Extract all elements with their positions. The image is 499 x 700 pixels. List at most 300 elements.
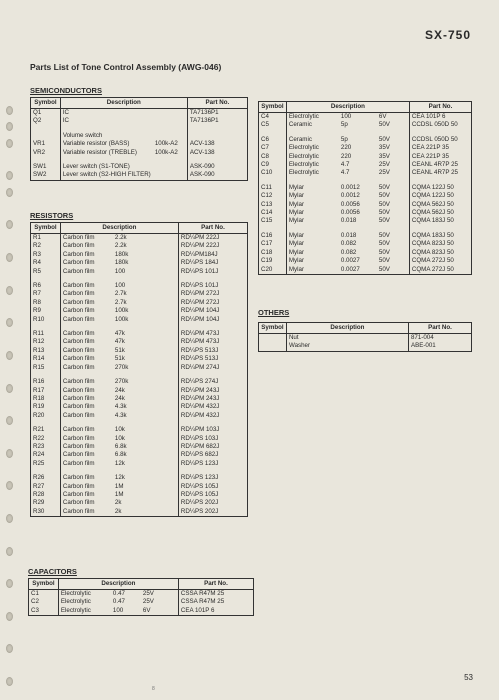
table-row [259, 144, 472, 152]
value-cell: 0.0056 [340, 200, 360, 208]
symbol-cell: C13 [261, 200, 273, 208]
part-number-cell: CQMA 183J 50 [411, 231, 454, 239]
part-number-cell: RD¼PS 202J [180, 499, 219, 507]
value-cell: 4.3k [114, 411, 127, 419]
symbol-cell: C6 [261, 135, 269, 143]
voltage-cell: 35V [378, 144, 390, 152]
value-cell: 2k [114, 499, 122, 507]
part-number-cell: RD¼PS 184J [180, 259, 219, 267]
type-cell: Electrolytic [60, 598, 91, 606]
type-cell: Carbon film [62, 298, 95, 306]
description-cell: Variable resistor (BASS) [62, 140, 130, 148]
symbol-cell: VR2 [33, 148, 46, 156]
part-number-cell: ACV-138 [189, 140, 215, 148]
part-number-cell: CQMA 823J 50 [411, 240, 454, 248]
symbol-cell: C14 [261, 209, 273, 217]
part-number-cell: RD¼PS 105J [180, 482, 219, 490]
type-cell: Mylar [288, 248, 305, 256]
type-cell: Carbon film [62, 426, 95, 434]
type-cell: Electrolytic [288, 161, 319, 169]
part-number-cell: RD¼PS 123J [180, 459, 219, 467]
table-row [31, 435, 248, 443]
col-description: Description [60, 223, 178, 234]
type-cell: Carbon film [62, 307, 95, 315]
table-row [31, 282, 248, 290]
type-cell: Carbon film [62, 459, 95, 467]
value-cell: 100k [114, 307, 129, 315]
voltage-cell: 25V [142, 590, 154, 597]
value-cell: 2.2k [114, 242, 127, 250]
symbol-cell: R26 [33, 474, 45, 482]
part-number-cell: RD¼PS 101J [180, 267, 219, 275]
description-cell: Lever switch (S1-TONE) [62, 163, 130, 171]
type-cell: Mylar [288, 200, 305, 208]
symbol-cell: R24 [33, 451, 45, 459]
part-number-cell: RD¼PS 513J [180, 346, 219, 354]
others-table [258, 322, 472, 352]
part-number-cell: RD¼PM 432J [180, 403, 220, 411]
col-description: Description [286, 102, 409, 113]
symbol-cell: R4 [33, 259, 41, 267]
type-cell: Carbon film [62, 451, 95, 459]
table-row [31, 364, 248, 372]
value-cell: 0.018 [340, 231, 357, 239]
type-cell: Carbon film [62, 442, 95, 450]
part-number-cell: CCDSL 050D 50 [411, 135, 458, 143]
part-number-cell: RD¼PS 202J [180, 507, 219, 515]
part-number-cell: CSSA R47M 25 [180, 590, 225, 597]
voltage-cell: 50V [378, 265, 390, 273]
type-cell: Ceramic [288, 135, 312, 143]
voltage-cell: 50V [378, 192, 390, 200]
part-number-cell: CEA 221P 35 [411, 152, 449, 160]
table-row [31, 338, 248, 346]
part-number-cell: CQMA 122J 50 [411, 183, 454, 191]
value-cell: 1M [114, 490, 124, 498]
value-cell: 24k [114, 394, 125, 402]
symbol-cell: R21 [33, 426, 45, 434]
type-cell: Carbon film [62, 242, 95, 250]
part-number-cell: 871-004 [410, 334, 434, 341]
symbol-cell: R8 [33, 298, 41, 306]
value-cell [155, 171, 185, 179]
value-cell: 4.3k [114, 403, 127, 411]
part-number-cell: RD¼PM 222J [180, 242, 220, 250]
symbol-cell: R1 [33, 234, 41, 241]
semiconductors-table [30, 97, 248, 181]
part-number-cell: RD¼PM184J [180, 250, 218, 258]
value-cell: 47k [114, 338, 125, 346]
value-cell: 10k [114, 434, 125, 442]
part-number-cell: RD¼PM 104J [180, 307, 220, 315]
type-cell: Carbon film [62, 259, 95, 267]
symbol-cell: R17 [33, 386, 45, 394]
part-number-cell: RD¼PS 103J [180, 434, 219, 442]
value-cell: 6.8k [114, 451, 127, 459]
table-row [31, 426, 248, 434]
table-row [259, 249, 472, 257]
table-row [31, 491, 248, 499]
capacitors-right-table [258, 101, 472, 275]
type-cell: Carbon film [62, 346, 95, 354]
table-row [259, 342, 472, 351]
col-symbol: Symbol [29, 579, 59, 590]
part-number-cell: CCDSL 050D 50 [411, 121, 458, 129]
col-symbol: Symbol [259, 102, 287, 113]
table-row [259, 209, 472, 217]
value-cell: 180k [114, 250, 129, 258]
symbol-cell: C7 [261, 144, 269, 152]
part-number-cell: CEANL 4R7P 25 [411, 161, 458, 169]
type-cell: Electrolytic [60, 590, 91, 597]
part-number-cell: CEA 101P 6 [411, 113, 446, 120]
table-row [259, 113, 472, 122]
symbol-cell: R10 [33, 315, 45, 323]
value-cell: 0.0056 [340, 209, 360, 217]
value-cell: 2.2k [114, 234, 127, 241]
type-cell: Carbon film [62, 386, 95, 394]
page-mark: 8 [152, 686, 155, 692]
col-description: Description [286, 323, 408, 334]
value-cell: 4.7 [340, 169, 350, 177]
table-row [31, 474, 248, 482]
table-row [31, 508, 248, 517]
symbol-cell: R27 [33, 482, 45, 490]
table-row [259, 232, 472, 240]
voltage-cell: 50V [378, 209, 390, 217]
type-cell: Carbon film [62, 355, 95, 363]
type-cell: Carbon film [62, 499, 95, 507]
type-cell: Mylar [288, 192, 305, 200]
value-cell: 6.8k [114, 442, 127, 450]
table-row [259, 169, 472, 177]
symbol-cell: C10 [261, 169, 273, 177]
table-row [31, 307, 248, 315]
col-description: Description [58, 579, 178, 590]
part-number-cell: RD¼PM 272J [180, 290, 220, 298]
type-cell: Carbon film [62, 474, 95, 482]
part-number-cell: RD¼PM 103J [180, 426, 220, 434]
table-row [31, 316, 248, 324]
part-number-cell: TA7136P1 [189, 109, 219, 116]
section-semiconductors: SEMICONDUCTORS [30, 86, 102, 95]
part-number-cell: RD¼PS 123J [180, 474, 219, 482]
value-cell: 4.7 [340, 161, 350, 169]
table-row [31, 330, 248, 338]
symbol-cell: Q1 [33, 109, 42, 116]
symbol-cell: R25 [33, 459, 45, 467]
col-part-no: Part No. [187, 98, 247, 109]
part-number-cell: RD¼PM 104J [180, 315, 220, 323]
value-cell: 0.0012 [340, 183, 360, 191]
value-cell: 100 [114, 282, 126, 290]
type-cell: Carbon film [62, 482, 95, 490]
part-number-cell: CQMA 122J 50 [411, 192, 454, 200]
type-cell: Electrolytic [288, 152, 319, 160]
voltage-cell: 50V [378, 183, 390, 191]
table-row [31, 259, 248, 267]
symbol-cell: Q2 [33, 117, 42, 125]
table-row [31, 499, 248, 507]
table-row [31, 412, 248, 420]
table-row [29, 598, 254, 606]
voltage-cell: 50V [378, 231, 390, 239]
part-number-cell: RD¼PM 272J [180, 298, 220, 306]
type-cell: Ceramic [288, 121, 312, 129]
symbol-cell: R11 [33, 330, 44, 338]
voltage-cell: 50V [378, 248, 390, 256]
model-name: SX-750 [424, 28, 471, 42]
symbol-cell: SW1 [33, 163, 47, 171]
type-cell: Carbon film [62, 394, 95, 402]
table-row [31, 387, 248, 395]
part-number-cell: RD¼PM 243J [180, 386, 220, 394]
col-part-no: Part No. [178, 579, 253, 590]
table-row [31, 268, 248, 276]
table-row [31, 460, 248, 468]
description-cell: IC [62, 109, 70, 116]
type-cell: Carbon film [62, 290, 95, 298]
symbol-cell: R3 [33, 250, 41, 258]
value-cell: 270k [114, 378, 129, 386]
symbol-cell: R18 [33, 394, 45, 402]
part-number-cell: ACV-138 [189, 148, 215, 156]
type-cell: Carbon film [62, 330, 95, 338]
voltage-cell: 50V [378, 217, 390, 225]
table-row [259, 136, 472, 144]
resistors-table [30, 222, 248, 517]
value-cell: 51k [114, 355, 125, 363]
table-row [259, 121, 472, 129]
symbol-cell: R6 [33, 282, 41, 290]
part-number-cell: CQMA 562J 50 [411, 209, 454, 217]
table-row [31, 171, 248, 180]
col-symbol: Symbol [259, 323, 287, 334]
symbol-cell: R9 [33, 307, 41, 315]
value-cell: 270k [114, 363, 129, 371]
value-cell: 100 [340, 113, 352, 120]
table-row [259, 161, 472, 169]
symbol-cell: R28 [33, 490, 45, 498]
part-number-cell: CEA 101P 6 [180, 606, 215, 614]
part-number-cell: CEA 221P 35 [411, 144, 449, 152]
description-cell: Variable resistor (TREBLE) [62, 148, 137, 156]
col-part-no: Part No. [408, 323, 471, 334]
type-cell: Carbon film [62, 434, 95, 442]
part-number-cell: CQMA 562J 50 [411, 200, 454, 208]
type-cell: Carbon film [62, 234, 95, 241]
value-cell: 24k [114, 386, 125, 394]
value-cell: 51k [114, 346, 125, 354]
symbol-cell: C12 [261, 192, 273, 200]
table-row [259, 184, 472, 192]
type-cell: Carbon film [62, 315, 95, 323]
symbol-cell: C19 [261, 257, 273, 265]
type-cell: Mylar [288, 240, 305, 248]
table-row [31, 117, 248, 125]
value-cell: 100k-A2 [154, 140, 178, 148]
col-part-no: Part No. [178, 223, 247, 234]
table-row [31, 234, 248, 243]
description-cell: Lever switch (S2-HIGH FILTER) [62, 171, 151, 179]
value-cell [155, 117, 185, 125]
symbol-cell: VR1 [33, 140, 46, 148]
voltage-cell: 35V [378, 152, 390, 160]
value-cell: 2k [114, 507, 122, 515]
page-number: 53 [464, 673, 473, 682]
table-row [31, 451, 248, 459]
symbol-cell: C18 [261, 248, 273, 256]
type-cell: Mylar [288, 231, 305, 239]
symbol-cell: R14 [33, 355, 45, 363]
type-cell: Mylar [288, 265, 305, 273]
description-cell: Washer [288, 342, 311, 350]
value-cell: 10k [114, 426, 125, 434]
voltage-cell: 50V [378, 135, 390, 143]
table-row [29, 590, 254, 599]
type-cell: Carbon film [62, 363, 95, 371]
section-others: OTHERS [258, 308, 290, 317]
description-cell: Nut [288, 334, 299, 341]
table-row [31, 290, 248, 298]
table-row [259, 240, 472, 248]
symbol-cell: R20 [33, 411, 45, 419]
table-row [31, 242, 248, 250]
table-row [31, 347, 248, 355]
table-row [31, 378, 248, 386]
symbol-cell: C1 [31, 590, 39, 597]
type-cell: Electrolytic [288, 169, 319, 177]
symbol-cell: R19 [33, 403, 45, 411]
table-row [259, 257, 472, 265]
type-cell: Carbon film [62, 282, 95, 290]
type-cell: Electrolytic [288, 144, 319, 152]
col-symbol: Symbol [31, 223, 61, 234]
value-cell: 2.7k [114, 298, 127, 306]
value-cell [155, 109, 185, 117]
table-row [259, 201, 472, 209]
part-number-cell: RD¼PM 243J [180, 394, 220, 402]
value-cell: 5p [340, 121, 348, 129]
capacitors-left-table [28, 578, 254, 616]
part-number-cell: ABE-001 [410, 342, 436, 350]
value-cell: 5p [340, 135, 348, 143]
table-row [31, 355, 248, 363]
type-cell: Carbon film [62, 378, 95, 386]
symbol-cell: C4 [261, 113, 269, 120]
value-cell: 0.082 [340, 248, 357, 256]
type-cell: Mylar [288, 209, 305, 217]
section-resistors: RESISTORS [30, 211, 74, 220]
value-cell: 0.47 [112, 598, 125, 606]
voltage-cell: 50V [378, 121, 390, 129]
value-cell: 180k [114, 259, 129, 267]
symbol-cell: SW2 [33, 171, 47, 179]
table-row [31, 109, 248, 118]
value-cell: 0.0012 [340, 192, 360, 200]
part-number-cell: CQMA 272J 50 [411, 265, 454, 273]
table-row [259, 153, 472, 161]
value-cell: 2.7k [114, 290, 127, 298]
table-row [31, 251, 248, 259]
description-cell: IC [62, 117, 70, 125]
type-cell: Carbon film [62, 250, 95, 258]
type-cell: Carbon film [62, 403, 95, 411]
part-number-cell: RD¼PM 274J [180, 363, 220, 371]
section-capacitors: CAPACITORS [28, 567, 77, 576]
table-row [31, 149, 248, 157]
voltage-cell: 25V [378, 169, 390, 177]
symbol-cell: R30 [33, 507, 45, 515]
value-cell: 0.082 [340, 240, 357, 248]
symbol-cell: C2 [31, 598, 39, 606]
table-row [259, 334, 472, 343]
value-cell: 47k [114, 330, 125, 338]
type-cell: Carbon film [62, 490, 95, 498]
page-title: Parts List of Tone Control Assembly (AWG-046) [30, 62, 222, 72]
voltage-cell: 25V [378, 161, 390, 169]
type-cell: Mylar [288, 257, 305, 265]
type-cell: Carbon film [62, 411, 95, 419]
table-row [31, 395, 248, 403]
value-cell [155, 163, 185, 171]
symbol-cell: C17 [261, 240, 273, 248]
part-number-cell: TA7136P1 [189, 117, 219, 125]
voltage-cell: 25V [142, 598, 154, 606]
voltage-cell: 50V [378, 200, 390, 208]
table-row [259, 192, 472, 200]
value-cell: 100k [114, 315, 129, 323]
symbol-cell: R22 [33, 434, 45, 442]
part-number-cell: RD¼PS 682J [180, 451, 219, 459]
symbol-cell: R16 [33, 378, 45, 386]
type-cell: Carbon film [62, 267, 95, 275]
col-part-no: Part No. [409, 102, 471, 113]
value-cell: 0.0027 [340, 257, 360, 265]
type-cell: Carbon film [62, 507, 95, 515]
value-cell: 100k-A2 [154, 148, 178, 156]
part-number-cell: CSSA R47M 25 [180, 598, 225, 606]
type-cell: Mylar [288, 183, 305, 191]
part-number-cell: RD¼PM 432J [180, 411, 220, 419]
part-number-cell: RD¼PM 473J [180, 330, 220, 338]
symbol-cell: C15 [261, 217, 273, 225]
type-cell: Carbon film [62, 338, 95, 346]
symbol-cell: C9 [261, 161, 269, 169]
part-number-cell: CQMA 823J 50 [411, 248, 454, 256]
symbol-cell: C16 [261, 231, 273, 239]
value-cell [155, 132, 185, 140]
voltage-cell: 6V [142, 606, 151, 614]
part-number-cell: ASK-090 [189, 163, 215, 171]
part-number-cell: RD¼PS 101J [180, 282, 219, 290]
symbol-cell: C3 [31, 606, 39, 614]
symbol-cell: R23 [33, 442, 45, 450]
symbol-cell: C8 [261, 152, 269, 160]
voltage-cell: 50V [378, 240, 390, 248]
symbol-cell: R15 [33, 363, 45, 371]
col-description: Description [60, 98, 187, 109]
value-cell: 1M [114, 482, 124, 490]
part-number-cell: ASK-090 [189, 171, 215, 179]
value-cell: 12k [114, 474, 125, 482]
value-cell: 12k [114, 459, 125, 467]
part-number-cell: CQMA 183J 50 [411, 217, 454, 225]
table-row [31, 483, 248, 491]
part-number-cell: RD¼PM 682J [180, 442, 220, 450]
part-number-cell: RD¼PM 473J [180, 338, 220, 346]
part-number-cell: RD¼PS 513J [180, 355, 219, 363]
